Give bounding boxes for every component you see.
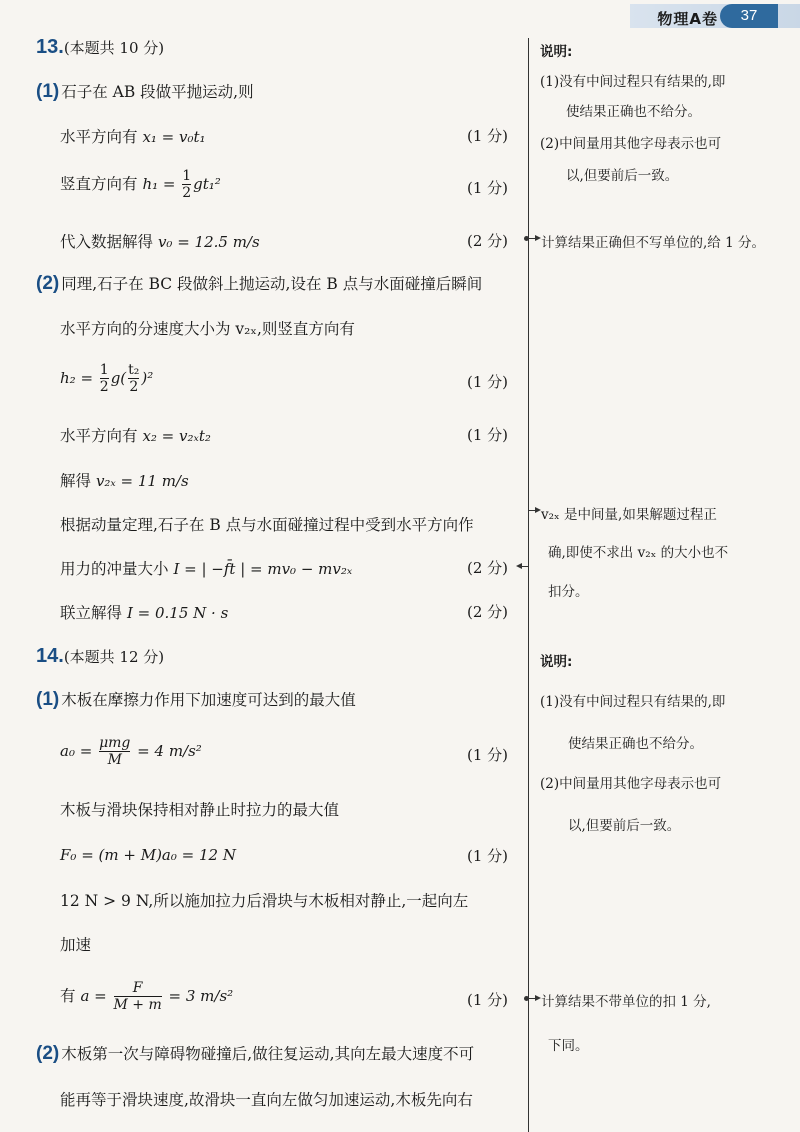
q13-line3 [60,230,260,252]
q14-part1-intro [36,688,356,711]
q14-score3: (1 分) [467,847,509,865]
page-number: 37 [720,4,778,28]
q14-line2: 木板与滑块保持相对静止时拉力的最大值 [60,801,340,819]
q13-score4: (1 分) [467,373,509,391]
q13-number: 13. [36,36,64,58]
fraction [100,362,109,395]
text: 解得 [60,472,96,490]
q14-line5: 加速 [60,936,92,954]
q13-line2 [60,168,221,201]
q13-line1 [60,125,206,147]
part-number: (2) [36,1043,60,1064]
note4-item1a: (1)没有中间过程只有结果的,即 [540,694,726,710]
text: 用力的冲量大小 [60,560,174,578]
note3-line2: 确,即使不求出 v₂ₓ 的大小也不 [548,545,729,561]
q14-line1 [60,735,202,768]
q13-line6 [60,469,189,491]
denominator: M [99,751,130,768]
formula: )² [141,369,154,387]
formula: I = 0.15 N · s [126,604,229,622]
q14-header [36,645,164,668]
denominator: 2 [99,379,109,395]
note4-item2b: 以,但要前后一致。 [568,818,681,834]
q13-line9 [60,601,228,623]
denominator: 2 [182,185,192,201]
text: 竖直方向有 [60,175,143,193]
note5-line1: 计算结果不带单位的扣 1 分, [541,994,711,1010]
q13-part2-intro2: 水平方向的分速度大小为 v₂ₓ,则竖直方向有 [60,320,355,338]
denominator: 2 [129,379,139,395]
q14-score1: (1 分) [467,746,509,764]
note1-title: 说明: [540,44,573,60]
fraction [114,980,162,1013]
formula: gt₁² [193,175,221,193]
q13-score1: (1 分) [467,127,509,145]
q13-score5: (1 分) [467,426,509,444]
formula: a = [80,987,112,1005]
q14-line3 [60,845,236,864]
formula: a₀ = [60,742,98,760]
formula: = 3 m/s² [163,987,234,1005]
q14-line6 [60,980,233,1013]
formula: h₂ = [60,369,98,387]
text: 联立解得 [60,604,127,622]
page-header [0,0,800,30]
denominator: M + m [113,997,162,1013]
q13-score3: (2 分) [467,232,509,250]
text: 代入数据解得 [60,233,158,251]
fraction [99,735,130,768]
note5-line2: 下同。 [548,1038,589,1054]
note1-item2b: 以,但要前后一致。 [566,168,679,184]
note3-line1: v₂ₓ 是中间量,如果解题过程正 [541,507,717,523]
fraction [128,362,139,395]
formula: v₀ = 12.5 m/s [157,233,260,251]
formula: v₂ₓ = 11 m/s [95,472,189,490]
volume-label: 物理A卷 [657,10,718,28]
q14-score6: (1 分) [467,991,509,1009]
note1-item1a: (1)没有中间过程只有结果的,即 [540,74,726,90]
text: 水平方向有 [60,427,143,445]
formula: h₁ = [142,175,181,193]
q13-line5 [60,424,211,446]
numerator: 1 [99,362,109,378]
note2-arrow [529,238,539,239]
text: 木板第一次与障碍物碰撞后,做往复运动,其向左最大速度不可 [61,1045,475,1063]
note1-item1b: 使结果正确也不给分。 [566,104,701,120]
note1-item2a: (2)中间量用其他字母表示也可 [540,136,722,152]
part-number: (2) [36,273,60,294]
fraction [182,168,191,201]
q14-part2-line2: 能再等于滑块速度,故滑块一直向左做匀加速运动,木板先向右 [60,1091,473,1109]
q13-line4 [60,362,153,395]
q13-line8 [60,557,352,579]
formula: = 4 m/s² [132,742,202,760]
text: 石子在 AB 段做平抛运动,则 [61,83,254,101]
q14-heading: (本题共 12 分) [63,648,165,666]
text: 同理,石子在 BC 段做斜上抛运动,设在 B 点与水面碰撞后瞬间 [61,275,483,293]
formula: g( [110,369,127,387]
part-number: (1) [36,689,60,710]
note4-item2a: (2)中间量用其他字母表示也可 [540,776,722,792]
text: 有 [60,987,81,1005]
text: 木板在摩擦力作用下加速度可达到的最大值 [61,691,356,709]
part-number: (1) [36,81,60,102]
note2-text: 计算结果正确但不写单位的,给 1 分。 [541,235,765,251]
note5-arrow [529,998,539,999]
formula: x₁ = v₀t₁ [142,128,206,146]
margin-divider [528,38,529,1132]
q14-part2-line1 [36,1042,474,1065]
numerator: t₂ [128,362,140,378]
formula: F₀ = (m + M)a₀ = 12 N [60,846,236,864]
text: 水平方向有 [60,128,143,146]
q13-score8: (2 分) [467,559,509,577]
formula: x₂ = v₂ₓt₂ [142,427,211,445]
note3-arrow [529,510,539,511]
note4-title: 说明: [540,654,573,670]
numerator: F [132,980,143,996]
q13-line7: 根据动量定理,石子在 B 点与水面碰撞过程中受到水平方向作 [60,516,474,534]
note4-item1b: 使结果正确也不给分。 [568,736,703,752]
q14-line4: 12 N > 9 N,所以施加拉力后滑块与木板相对静止,一起向左 [60,892,469,910]
numerator: μmg [99,735,131,751]
formula: I = | −f̄t | = mv₀ − mv₂ₓ [173,560,353,578]
q13-score9: (2 分) [467,603,509,621]
q13-part2-intro [36,272,482,295]
note3-line3: 扣分。 [548,584,589,600]
numerator: 1 [182,168,192,184]
q13-heading: (本题共 10 分) [63,39,165,57]
q13-part1-intro [36,80,254,103]
score-arrow [518,566,528,567]
q14-number: 14. [36,645,64,667]
q13-header [36,36,164,59]
q13-score2: (1 分) [467,179,509,197]
